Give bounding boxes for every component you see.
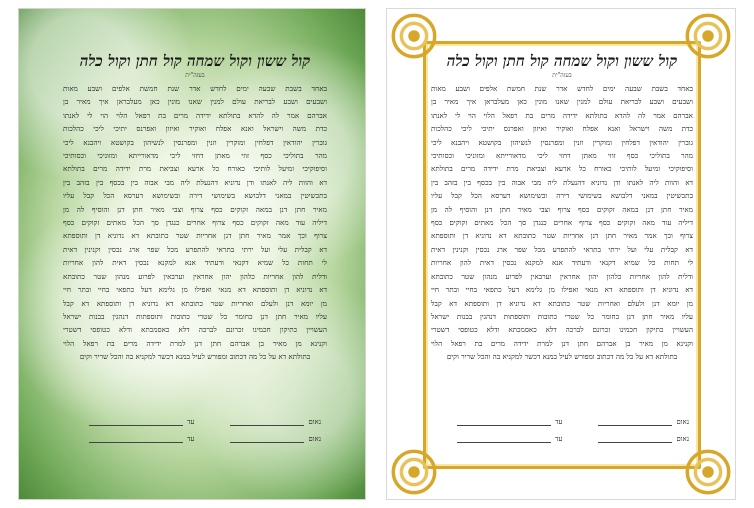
body-line: דיליה עוד מאה זקוקים כסף צרוף אחרים כנגדן סך הכל מאתים זקוקים כסף — [63, 218, 327, 228]
body-line: ושבעים ושבע לבריאת עולם למנין שאנו מונין כאן מעלבראן איך מאיר בן — [431, 97, 693, 107]
witness-label: עד — [555, 435, 563, 443]
body-line: בתכשיטין במאני דלבושא בשימושי דירה ובשימושא דערסא הכל קבל עליו — [431, 191, 693, 201]
body-line: דא והוות ליה לאנתו ודן נדוניא דהנעלת ליה מבי אבוה בין בכסף בין בזהב בין — [431, 177, 693, 187]
body-line: ודלית להון אחריות כלהון יהון אחראין וערבאין לפרוע מנהון שטר כתובתא — [431, 271, 693, 281]
body-line: כדת משה וישראל ואנא אפלח ואוקיר ואיזון ואפרנס יתיכי ליכי כהלכות — [431, 124, 693, 134]
witness-line — [457, 425, 551, 426]
witness-line — [457, 442, 551, 443]
body-line: וקנינא מן מאיר בן אברהם חתן דנן למרת ידידה מרים בת רפאל הלוי — [431, 338, 693, 348]
signature-line — [598, 425, 672, 426]
gold-swirl-icon — [391, 449, 437, 495]
witness-label: עד — [555, 418, 563, 426]
signature-row — [89, 426, 321, 443]
body-line: דא קבלית עלי ועל ירתי בתראי להתפרע מכל שפר ארג נכסין וקנינין דאית — [63, 244, 327, 254]
gold-swirl-icon — [685, 449, 731, 495]
signature-label: נאום — [676, 435, 689, 443]
body-line: עליו מאיר חתן דנן כחומר כל שטרי כתובות ותוספתות דנהגין בבנות ישראל — [63, 311, 327, 321]
body-line: ודלית להון אחריות כלהון יהון אחראין וערבאין לפרוע מנהון שטר כתובתא — [63, 271, 327, 281]
body-line: ושבעים ושבע לבריאת עולם למנין שאנו מונין כאן מעלבראן איך מאיר בן — [63, 97, 327, 107]
body-line: גוברין יהודאין דפלחין ומוקרין וזנין ומפרנסין לנשיהון בקושטא ויהבנא ליכי — [63, 137, 327, 147]
body-line: גוברין יהודאין דפלחין ומוקרין וזנין ומפרנסין לנשיהון בקושטא ויהבנא ליכי — [431, 137, 693, 147]
body-line: וסיפוקיכי ומיעל לותיכי כאורח כל ארעא וצביאת מרת ידידה מרים בתולתא — [431, 164, 693, 174]
ketubah-gold-preview[interactable] — [386, 8, 736, 500]
signature-row — [457, 409, 689, 426]
signature-label: נאום — [308, 418, 321, 426]
body-line: מאיר חתן דנן במאה זקוקים כסף צרוף וצבי מאיר חתן דנן והוסיף לה מן — [431, 204, 693, 214]
ketubah-text-gold — [431, 53, 693, 364]
body-line: העשויין כתיקון חכמינו זכרונם לברכה דלא כאסמכתא ודלא כטופסי דשטרי — [431, 325, 693, 335]
body-line: בתכשיטין במאני דלבושא בשימושי דירה ובשימושא דערסא הכל קבל עליו — [63, 191, 327, 201]
ketubah-subtitle: בעזה"ית — [185, 72, 205, 79]
ketubah-body — [63, 82, 327, 364]
body-line: דא קבלית עלי ועל ירתי בתראי להתפרע מכל שפר ארג נכסין וקנינין דאית — [431, 244, 693, 254]
signature-line — [230, 442, 304, 443]
body-line: לי תחות כל שמיא דקנאי ודעתיד אנא למקנא נכסין דאית להון אחריות — [63, 258, 327, 268]
body-line: בתולתא דא על כל מה דכתוב ומפורש לעיל במנא דכשר למקניא בה והכל שריר וקים — [446, 352, 678, 362]
signature-block — [457, 409, 689, 443]
body-line: צרוף וכך אמר מאיר חתן דנן אחריות שטר כתובתא דא נדוניא דן ותוספתא — [63, 231, 327, 241]
ketubah-subtitle: בעזה"ית — [552, 72, 572, 79]
ketubah-body — [431, 82, 693, 364]
body-line: דא והוות ליה לאנתו ודן נדוניא דהנעלת ליה מבי אבוה בין בכסף בין בזהב בין — [63, 177, 327, 187]
body-line: באחד בשבת שבעה ימים לחדש אדר שנת חמשת אלפים ושבע מאות — [431, 84, 693, 93]
body-line: מאיר חתן דנן במאה זקוקים כסף צרוף וצבי מאיר חתן דנן והוסיף לה מן — [63, 204, 327, 214]
signature-line — [230, 425, 304, 426]
witness-label: עד — [187, 435, 195, 443]
body-line: מן יומא דנן ולעלם ואחריות שטר כתובתא דא נדוניא דן ותוספתא דא קבל — [431, 298, 693, 308]
signature-block — [89, 409, 321, 443]
body-line: העשויין כתיקון חכמינו זכרונם לברכה דלא כאסמכתא ודלא כטופסי דשטרי — [63, 325, 327, 335]
signature-row — [457, 426, 689, 443]
body-line: מהר בתוליכי כסף זוזי מאתן דחזי ליכי מדאורייתא ומזוניכי וכסותיכי — [63, 151, 327, 161]
witness-label: עד — [187, 418, 195, 426]
body-line: וקנינא מן מאיר בן אברהם חתן דנן למרת ידידה מרים בת רפאל הלוי — [63, 338, 327, 348]
body-line: דא נדוניא דן ותוספתא דא מנאי ואפילו מן גלימא דעל כתפאי בחיי ובתר חיי — [431, 285, 693, 295]
ketubah-title: קול ששון וקול שמחה קול חתן וקול כלה — [446, 52, 678, 70]
body-line: אברהם אמר לה להדא בתולתא ידידה מרים בת רפאל הלוי הוי לי לאנתו — [431, 110, 693, 120]
body-line: דיליה עוד מאה זקוקים כסף צרוף אחרים כנגדן סך הכל מאתים זקוקים כסף — [431, 218, 693, 228]
signature-label: נאום — [676, 418, 689, 426]
witness-line — [89, 425, 183, 426]
witness-line — [89, 442, 183, 443]
body-line: צרוף וכך אמר מאיר חתן דנן אחריות שטר כתובתא דא נדוניא דן ותוספתא — [431, 231, 693, 241]
body-line: מהר בתוליכי כסף זוזי מאתן דחזי ליכי מדאורייתא ומזוניכי וכסותיכי — [431, 151, 693, 161]
body-line: אברהם אמר לה להדא בתולתא ידידה מרים בת רפאל הלוי הוי לי לאנתו — [63, 110, 327, 120]
signature-label: נאום — [308, 435, 321, 443]
body-line: לי תחות כל שמיא דקנאי ודעתיד אנא למקנא נכסין דאית להון אחריות — [431, 258, 693, 268]
body-line: עליו מאיר חתן דנן כחומר כל שטרי כתובות ותוספתות דנהגין בבנות ישראל — [431, 311, 693, 321]
body-line: באחד בשבת שבעה ימים לחדש אדר שנת חמשת אלפים ושבע מאות — [63, 84, 327, 93]
ketubah-green-preview[interactable] — [18, 8, 366, 500]
signature-line — [598, 442, 672, 443]
body-line: בתולתא דא על כל מה דכתוב ומפורש לעיל במנא דכשר למקניא בה והכל שריר וקים — [79, 352, 311, 362]
body-line: דא נדוניא דן ותוספתא דא מנאי ואפילו מן גלימא דעל כתפאי בחיי ובתר חיי — [63, 285, 327, 295]
ketubah-title: קול ששון וקול שמחה קול חתן וקול כלה — [79, 52, 311, 70]
signature-row — [89, 409, 321, 426]
body-line: מן יומא דנן ולעלם ואחריות שטר כתובתא דא נדוניא דן ותוספתא דא קבל — [63, 298, 327, 308]
body-line: וסיפוקיכי ומיעל לותיכי כאורח כל ארעא וצביאת מרת ידידה מרים בתולתא — [63, 164, 327, 174]
body-line: כדת משה וישראל ואנא אפלח ואוקיר ואיזון ואפרנס יתיכי ליכי כהלכות — [63, 124, 327, 134]
ketubah-text-green — [63, 53, 327, 364]
